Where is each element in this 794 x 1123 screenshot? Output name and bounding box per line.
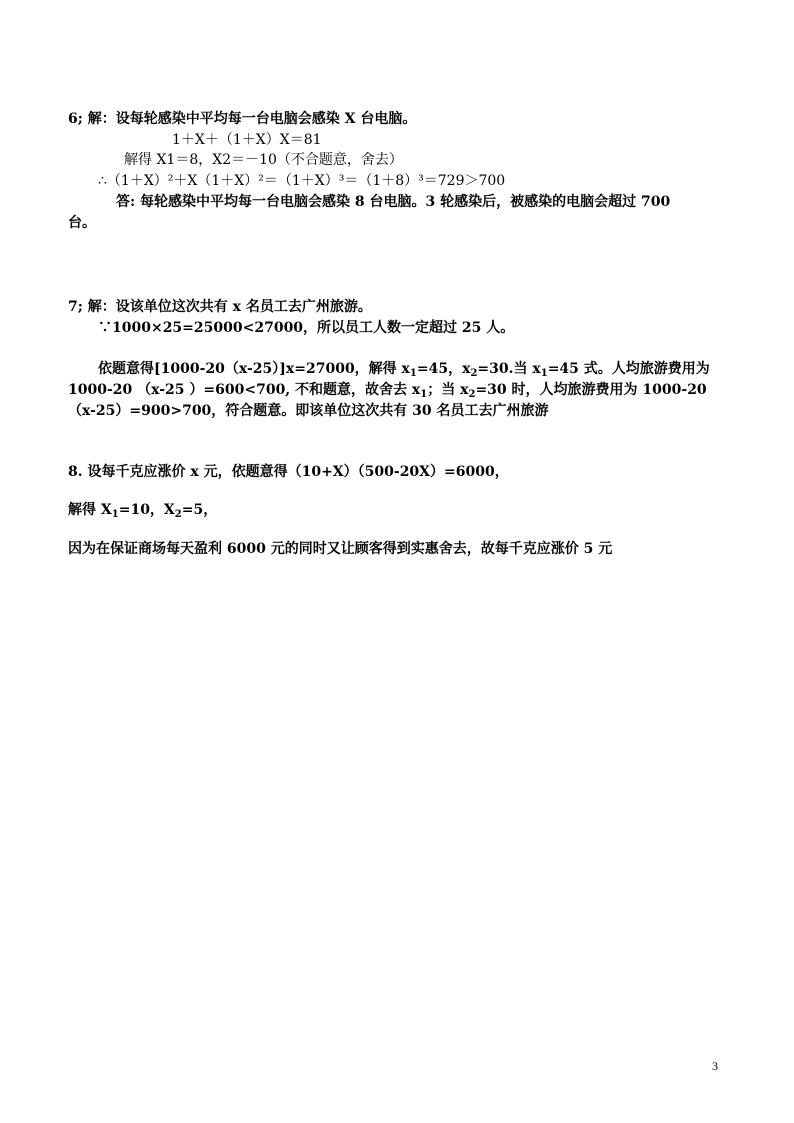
problem7-check1-part-a: 1000-20 （x-25 ）=600<700, 不和题意，故舍去 x xyxy=(68,382,421,398)
problem7-eq-sub2: 2 xyxy=(470,368,478,379)
page-number: 3 xyxy=(712,1059,718,1073)
problem6-line1: 6; 解：设每轮感染中平均每一台电脑会感染 X 台电脑。 xyxy=(68,111,417,127)
problem6-solution: 解得 X1＝8，X2＝－10（不合题意，舍去） xyxy=(124,152,403,168)
problem7-eq-part-d: =45 式。人均旅游费用为 xyxy=(547,361,710,377)
problem7-line1: 7; 解：设该单位这次共有 x 名员工去广州旅游。 xyxy=(68,299,372,315)
problem7-check1-sub2: 2 xyxy=(468,389,476,400)
problem7-check1-part-b: ；当 x xyxy=(427,382,469,398)
problem6-answer-cont: 台。 xyxy=(68,215,96,231)
problem7-eq-part-a: 依题意得[1000-20（x-25）]x=27000，解得 x xyxy=(98,361,410,377)
problem7-eq-sub1: 1 xyxy=(409,368,417,379)
problem7-equation xyxy=(98,360,710,378)
problem7-premise: ∵1000×25=25000<27000，所以员工人数一定超过 25 人。 xyxy=(98,320,515,336)
problem8-sol-part-c: =5， xyxy=(181,502,218,518)
problem6-calculation: ∴（1＋X）²＋X（1＋X）²＝（1＋X）³＝（1＋8）³＝729＞700 xyxy=(98,173,506,189)
problem7-eq-sub3: 1 xyxy=(540,368,548,379)
problem7-check1-sub1: 1 xyxy=(420,389,428,400)
problem8-sol-sub2: 2 xyxy=(174,509,182,520)
problem8-conclusion: 因为在保证商场每天盈利 6000 元的同时又让顾客得到实惠舍去，故每千克应涨价 5 元 xyxy=(68,541,613,557)
problem6-equation: 1＋X＋（1＋X）X＝81 xyxy=(172,132,322,148)
problem7-conclusion: （x-25）=900>700，符合题意。即该单位这次共有 30 名员工去广州旅游 xyxy=(68,403,549,419)
problem7-eq-part-b: =45，x xyxy=(416,361,471,377)
problem8-line1: 8. 设每千克应涨价 x 元，依题意得（10+X）（500-20X）=6000， xyxy=(68,464,509,480)
problem6-answer: 答: 每轮感染中平均每一台电脑会感染 8 台电脑。3 轮感染后，被感染的电脑会超过 700 xyxy=(116,194,671,210)
problem7-eq-part-c: =30.当 x xyxy=(477,361,541,377)
problem7-check1 xyxy=(68,381,707,399)
problem7-check1-part-c: =30 时，人均旅游费用为 1000-20 xyxy=(475,382,707,398)
problem8-sol-sub1: 1 xyxy=(111,509,119,520)
problem8-sol-part-b: =10，X xyxy=(118,502,175,518)
problem8-solution xyxy=(68,501,217,519)
problem8-sol-part-a: 解得 X xyxy=(68,502,112,518)
